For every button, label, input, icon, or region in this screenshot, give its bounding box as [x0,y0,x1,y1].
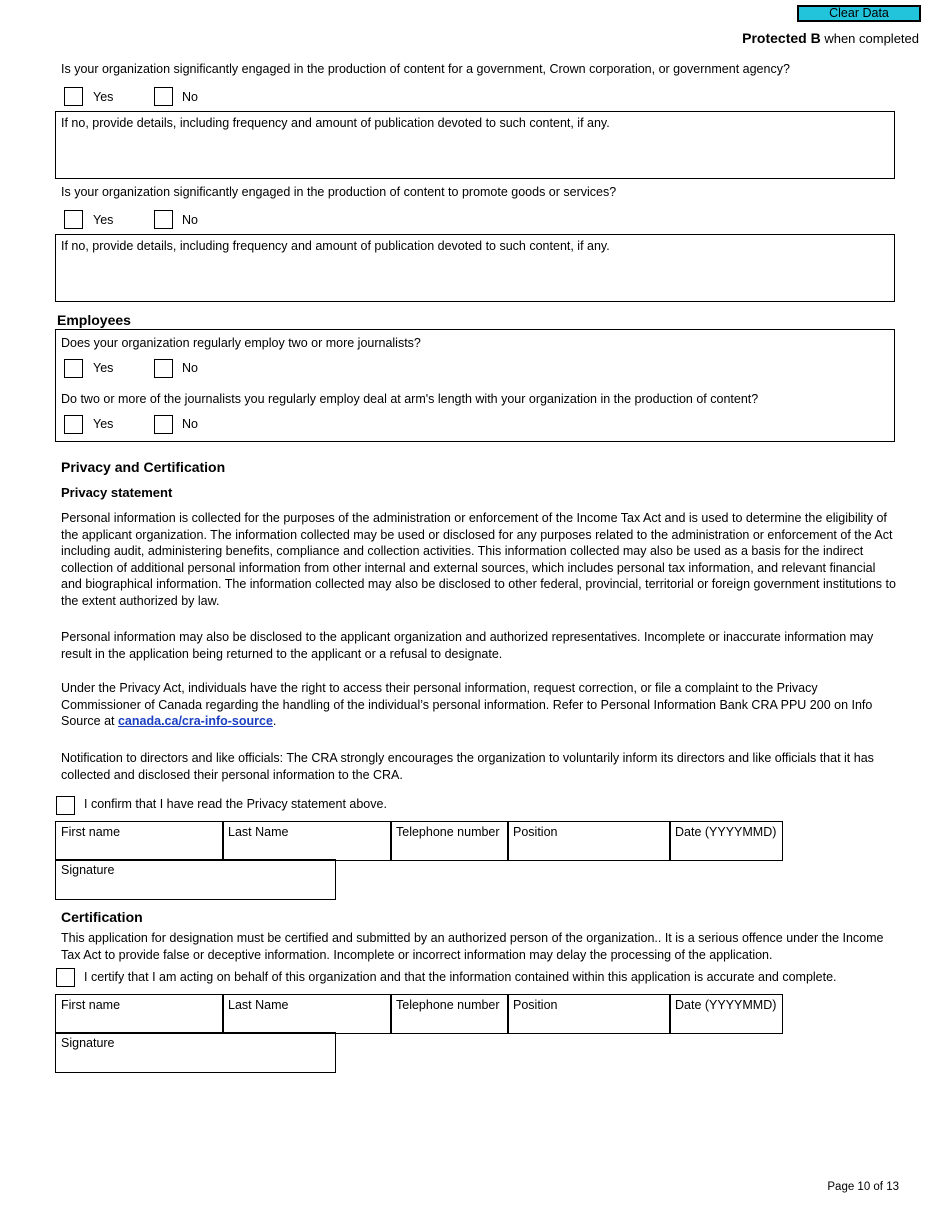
privacy-signature-label: Signature [61,863,115,877]
cert-position-label: Position [513,998,558,1012]
cert-last-name-field[interactable] [222,994,392,1034]
promo-content-no-checkbox[interactable] [154,210,173,229]
privacy-date-label: Date (YYYYMMD) [675,825,777,839]
privacy-statement-heading: Privacy statement [61,485,173,500]
gov-content-no-checkbox[interactable] [154,87,173,106]
certification-paragraph: This application for designation must be certified and submitted by an authorized person of the organization.. It is a serious offence under the Income Tax Act to provide false or deceptive information. Incomplete or incorrect information may delay the processing of the application. [61,931,884,962]
arms-length-no-checkbox[interactable] [154,415,173,434]
promo-content-details-field[interactable] [55,234,895,302]
employ-journalists-yes-checkbox[interactable] [64,359,83,378]
privacy-signature-field[interactable] [55,859,336,900]
cert-date-field[interactable] [669,994,783,1034]
cert-position-field[interactable] [507,994,671,1034]
promo-content-yes-checkbox[interactable] [64,210,83,229]
gov-content-no-label: No [182,90,198,104]
promo-content-yes-label: Yes [93,213,114,227]
promo-content-no-label: No [182,213,198,227]
employ-journalists-yes-label: Yes [93,361,114,375]
gov-content-yes-label: Yes [93,90,114,104]
certification-heading: Certification [61,909,143,925]
page-number: Page 10 of 13 [827,1181,899,1193]
certify-label: I certify that I am acting on behalf of this organization and that the information contained within this application is accurate and complete. [84,970,837,984]
protected-label: Protected B [742,30,821,46]
promo-content-question: Is your organization significantly engaged in the production of content to promote goods or services? [61,185,617,199]
privacy-telephone-field[interactable] [390,821,509,861]
privacy-paragraph-3 [61,680,896,730]
cert-last-name-label: Last Name [228,998,289,1012]
certify-checkbox[interactable] [56,968,75,987]
employees-section [55,329,895,442]
arms-length-no-label: No [182,417,198,431]
privacy-confirm-label: I confirm that I have read the Privacy statement above. [84,797,387,811]
employees-heading: Employees [57,312,131,328]
privacy-position-label: Position [513,825,558,839]
privacy-first-name-field[interactable] [55,821,224,861]
cert-telephone-field[interactable] [390,994,509,1034]
gov-content-question: Is your organization significantly engaged in the production of content for a government, Crown corporation, or government agency? [61,62,790,76]
privacy-date-field[interactable] [669,821,783,861]
privacy-telephone-label: Telephone number [396,825,500,839]
privacy-first-name-label: First name [61,825,121,839]
employ-journalists-no-checkbox[interactable] [154,359,173,378]
gov-content-details-label: If no, provide details, including frequency and amount of publication devoted to such content, if any. [61,116,610,130]
cert-date-label: Date (YYYYMMD) [675,998,777,1012]
clear-data-button[interactable]: Clear Data [797,5,921,22]
protected-suffix: when completed [820,31,919,46]
arms-length-question: Do two or more of the journalists you regularly employ deal at arm's length with your organization in the production of content? [61,392,759,406]
protected-status [742,30,919,46]
privacy-confirm-checkbox[interactable] [56,796,75,815]
arms-length-yes-label: Yes [93,417,114,431]
privacy-paragraph-1: Personal information is collected for the purposes of the administration or enforcement of the Income Tax Act and is used to determine the eligibility of the applicant organization. The information collected may be used or disclosed for any purposes related to the administration or enforcement of the Act including audit, administering benefits, compliance and collection activities. This information collected may also be used as a basis for the indirect collection of additional personal information from other internal and external sources, which includes personal tax information, and relevant financial and biographical information. The information collected may also be disclosed to other federal, provincial, territorial or foreign government institutions to the extent authorized by law. [61,511,896,608]
privacy-paragraph-3-text: Under the Privacy Act, individuals have the right to access their personal information, request correction, or file a complaint to the Privacy Commissioner of Canada regarding the handling of the individual’s personal information. Refer to Personal Information Bank CRA PPU 200 on Info Source at [61,681,873,728]
privacy-paragraph-3-end: . [272,714,277,728]
gov-content-yes-checkbox[interactable] [64,87,83,106]
privacy-paragraph-4: Notification to directors and like officials: The CRA strongly encourages the organization to voluntarily inform its directors and like officials that it has collected and disclosed their personal information to the CRA. [61,751,874,782]
cert-signature-field[interactable] [55,1032,336,1073]
privacy-position-field[interactable] [507,821,671,861]
cert-first-name-label: First name [61,998,121,1012]
cert-telephone-label: Telephone number [396,998,500,1012]
privacy-last-name-label: Last Name [228,825,289,839]
promo-content-details-label: If no, provide details, including frequency and amount of publication devoted to such content, if any. [61,239,610,253]
privacy-last-name-field[interactable] [222,821,392,861]
employ-journalists-question: Does your organization regularly employ two or more journalists? [61,336,421,350]
employ-journalists-no-label: No [182,361,198,375]
cert-signature-label: Signature [61,1036,115,1050]
gov-content-details-field[interactable] [55,111,895,179]
privacy-certification-heading: Privacy and Certification [61,459,226,475]
cert-first-name-field[interactable] [55,994,224,1034]
privacy-paragraph-2: Personal information may also be disclosed to the applicant organization and authorized representatives. Incomplete or inaccurate information may result in the application being returned to the applicant or a refusal to designate. [61,630,874,661]
info-source-link[interactable]: canada.ca/cra-info-source [117,714,273,728]
arms-length-yes-checkbox[interactable] [64,415,83,434]
